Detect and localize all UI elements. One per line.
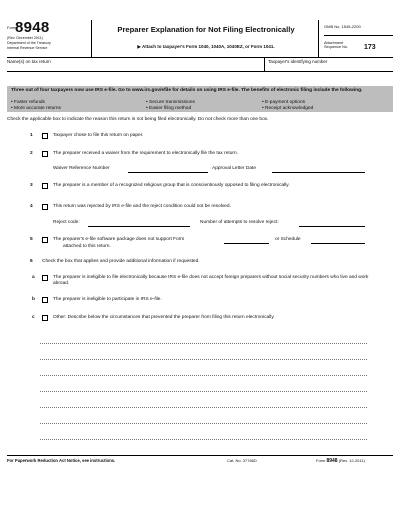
item-4-checkbox[interactable]: [42, 204, 48, 210]
benefit-easier-filing: • Easier filing method: [146, 105, 192, 111]
attach-instruction: ▶ Attach to taxpayer's Form 1040, 1040A, 1040EZ, or Form 1041.: [137, 44, 275, 49]
attempts-label: Number of attempts to resolve reject:: [200, 220, 279, 225]
item-6a-letter: a: [32, 275, 35, 280]
item-5-schedule-label: or Schedule: [275, 237, 301, 242]
form-footer: [7, 455, 393, 464]
item-6-number: 6: [30, 259, 33, 264]
waiver-reference-label: Waiver Reference Number: [53, 166, 110, 171]
item-6a-text: The preparer is ineligible to file electronically because IRS e-file does not accept foreign preparers without social security numbers who live and work abroad.: [53, 275, 369, 286]
item-1-checkbox[interactable]: [42, 133, 48, 139]
footer-revision: (Rev. 12-2011): [338, 458, 365, 463]
item-5-number: 5: [30, 237, 33, 242]
item-6b-letter: b: [32, 297, 35, 302]
footer-form-number: 8948: [326, 458, 338, 464]
explanation-line[interactable]: [40, 343, 367, 344]
attachment-label: [324, 41, 348, 50]
reject-code-field[interactable]: [88, 226, 190, 227]
item-1-text: Taxpayer chose to file this return on paper.: [53, 133, 144, 138]
reject-code-label: Reject code:: [53, 220, 80, 225]
footer-form-word: Form: [316, 458, 326, 463]
catalog-number: Cat. No. 37766D: [227, 458, 257, 463]
benefit-e-payment: • E-payment options: [262, 99, 306, 105]
efile-benefits-box: [7, 86, 393, 112]
item-5-checkbox[interactable]: [42, 237, 48, 243]
explanation-line[interactable]: [40, 391, 367, 392]
item-2-text: The preparer received a waiver from the requirement to electronically file the tax return.: [53, 151, 239, 156]
item-2-number: 2: [30, 151, 33, 156]
name-row: [7, 58, 393, 72]
efile-heading: Three out of four taxpayers now use IRS e-file. Go to www.irs.gov/efile for details on using IRS e-file. The benefits of electronic filing include the following.: [11, 88, 363, 93]
form-title: Preparer Explanation for Not Filing Electronically: [117, 25, 295, 34]
name-on-return-field[interactable]: Name(s) on tax return: [7, 59, 51, 64]
omb-block: [320, 20, 393, 58]
attachment-word: Attachment: [324, 41, 344, 45]
item-4-number: 4: [30, 204, 33, 209]
attempts-field[interactable]: [299, 226, 365, 227]
item-6b-text: The preparer is ineligible to participate in IRS e-file.: [53, 297, 162, 302]
taxpayer-id-label: Taxpayer's identifying number: [268, 59, 328, 64]
item-5-attached-text: attached to this return.: [63, 244, 111, 249]
item-6c-checkbox[interactable]: [42, 315, 48, 321]
form-number-field[interactable]: [224, 243, 269, 244]
footer-form-id: [316, 458, 365, 464]
item-1-number: 1: [30, 133, 33, 138]
form-number: 8948: [15, 19, 50, 36]
sequence-number: 173: [364, 44, 376, 51]
omb-number: OMB No. 1545-2200: [324, 24, 393, 36]
form-word: Form: [7, 25, 17, 30]
form-header: [7, 20, 393, 58]
explanation-line[interactable]: [40, 375, 367, 376]
explanation-line[interactable]: [40, 359, 367, 360]
item-3-number: 3: [30, 183, 33, 188]
item-3-checkbox[interactable]: [42, 183, 48, 189]
irs-name: Internal Revenue Service: [7, 45, 48, 50]
item-6c-text: Other: Describe below the circumstances that prevented the preparer from filing this return electronically.: [53, 315, 275, 320]
approval-date-label: Approval Letter Date: [212, 166, 256, 171]
instruction-text: Check the applicable box to indicate the reason this return is not being filed electronically. Do not check more than one box.: [7, 117, 269, 122]
item-4-text: This return was rejected by IRS e-file and the reject condition could not be resolved.: [53, 204, 231, 209]
item-6-text: Check the box that applies and provide additional information if requested.: [42, 259, 200, 264]
benefit-faster-refunds: • Faster refunds: [11, 99, 45, 105]
taxpayer-id-field[interactable]: [264, 58, 393, 72]
benefit-accurate-returns: • More accurate returns: [11, 105, 61, 111]
explanation-line[interactable]: [40, 423, 367, 424]
item-6b-checkbox[interactable]: [42, 297, 48, 303]
paperwork-notice: For Paperwork Reduction Act Notice, see instructions.: [7, 458, 116, 463]
approval-date-field[interactable]: [272, 172, 365, 173]
item-3-text: The preparer is a member of a recognized religious group that is conscientiously opposed to filing electronically.: [53, 183, 290, 188]
waiver-reference-field[interactable]: [128, 172, 208, 173]
explanation-line[interactable]: [40, 439, 367, 440]
benefit-secure-transmissions: • Secure transmissions: [146, 99, 195, 105]
schedule-field[interactable]: [311, 243, 365, 244]
form-revision: (Rev. December 2011): [7, 36, 43, 40]
benefit-receipt: • Receipt acknowledged: [262, 105, 314, 111]
explanation-line[interactable]: [40, 407, 367, 408]
item-5-text: The preparer's e-file software package does not support Form: [53, 237, 185, 242]
form-id-block: [7, 20, 92, 58]
department: Department of the Treasury: [7, 41, 51, 45]
item-6a-checkbox[interactable]: [42, 275, 48, 281]
item-6c-letter: c: [32, 315, 35, 320]
title-block: [93, 20, 319, 58]
item-2-checkbox[interactable]: [42, 151, 48, 157]
sequence-word: Sequence No.: [324, 45, 349, 50]
